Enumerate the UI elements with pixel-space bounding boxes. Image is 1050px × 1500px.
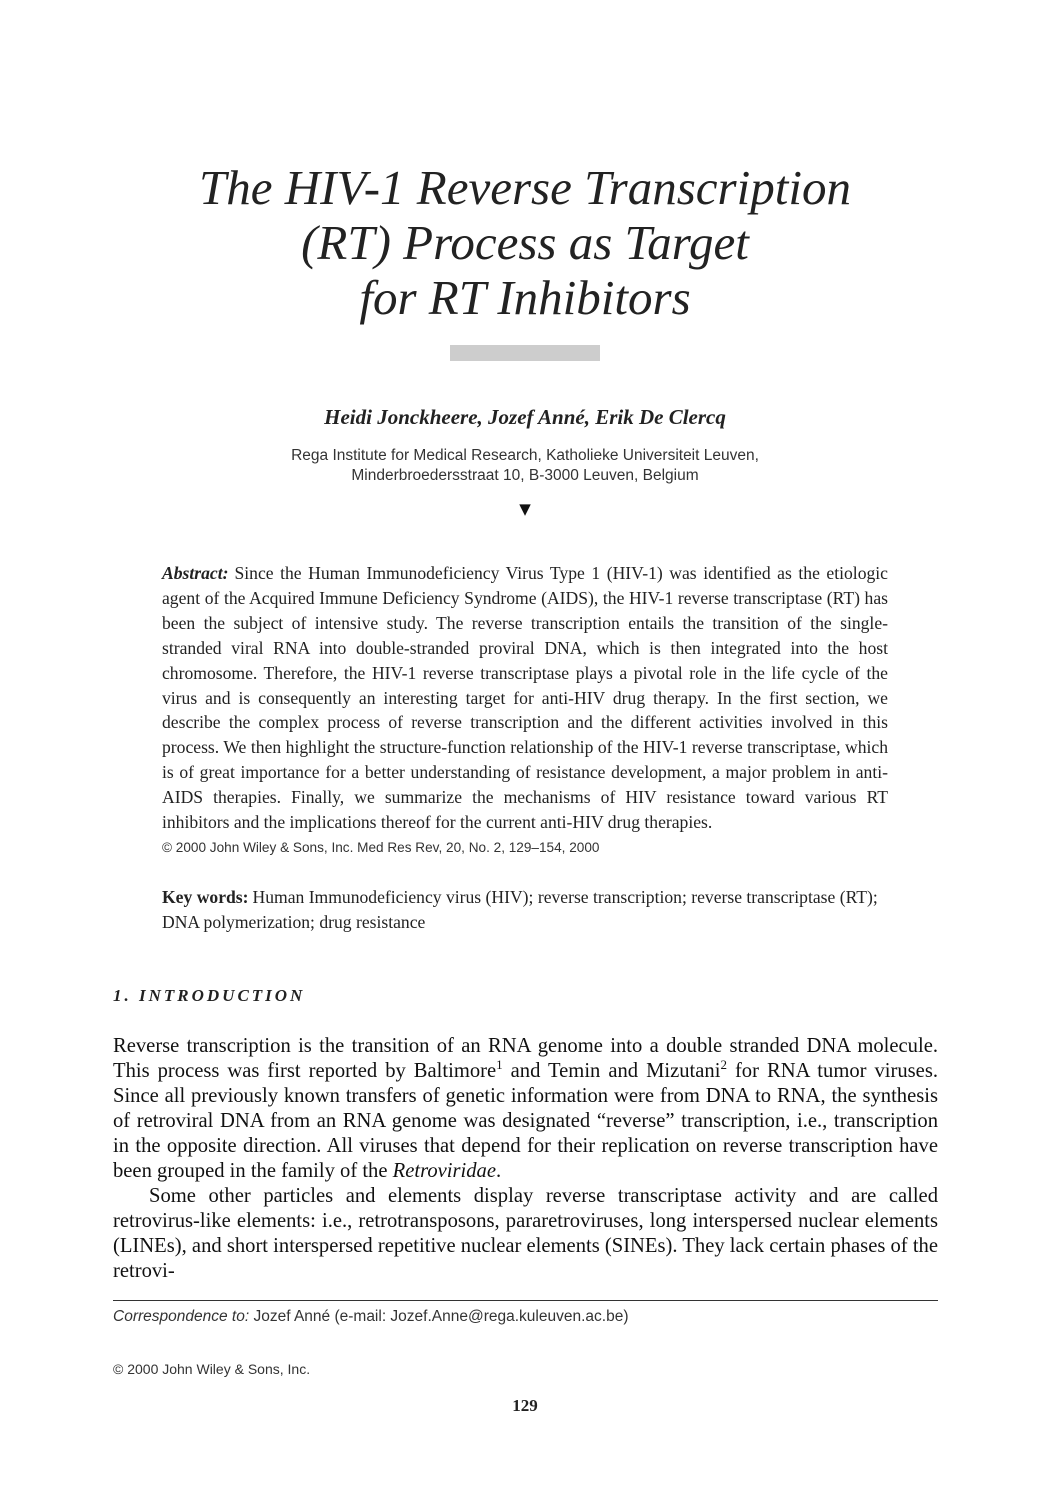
correspondence-footnote	[113, 1307, 628, 1327]
abstract	[162, 561, 888, 835]
affiliation	[100, 446, 950, 486]
page-number: 129	[512, 1396, 538, 1415]
title-line-2: (RT) Process as Target	[301, 215, 749, 270]
affiliation-line-1: Rega Institute for Medical Research, Katholieke Universiteit Leuven,	[291, 447, 759, 464]
footer-copyright: © 2000 John Wiley & Sons, Inc.	[113, 1361, 311, 1377]
correspondence-text: Jozef Anné (e-mail: Jozef.Anne@rega.kuleuven.ac.be)	[253, 1308, 629, 1325]
paragraph-1-text-a: Reverse transcription is the transition of an RNA genome into a double stranded DNA molecule. This process was first reported by Baltimore	[113, 1035, 938, 1082]
abstract-text: Since the Human Immunodeficiency Virus Type 1 (HIV-1) was identified as the etiologic agent of the Acquired Immune Deficiency Syndrome (AIDS), the HIV-1 reverse transcriptase (RT) has been the subject of intensive study. The reverse transcription entails the transition of the single-stranded viral RNA into double-stranded proviral DNA, which is then integrated into the host chromosome. Therefore, the HIV-1 reverse transcriptase plays a pivotal role in the life cycle of the virus and is consequently an interesting target for anti-HIV drug therapy. In the first section, we describe the complex process of reverse transcription and the different activities involved in this process. We then highlight the structure-function relationship of the HIV-1 reverse transcriptase, which is of great importance for a better understanding of resistance development, a major problem in anti-AIDS therapies. Finally, we summarize the mechanisms of HIV resistance toward various RT inhibitors and the implications thereof for the current anti-HIV drug therapies.	[162, 563, 888, 833]
down-triangle-icon: ▼	[519, 500, 531, 518]
keywords	[162, 885, 888, 935]
body-paragraph-1	[113, 1034, 938, 1183]
article-title	[100, 160, 950, 325]
keywords-label: Key words:	[162, 887, 249, 907]
paragraph-1-text-c: for RNA tumor viruses. Since all previously known transfers of genetic information were from DNA to RNA, the synthesis of retroviral DNA from an RNA genome was designated “reverse” transcription, i.e., transcription in the opposite direction. All viruses that depend for their replication on reverse transcription have been grouped in the family of the	[113, 1059, 938, 1182]
footnote-divider	[113, 1300, 938, 1301]
reference-1: 1	[496, 1057, 503, 1073]
keywords-text: Human Immunodeficiency virus (HIV); reverse transcription; reverse transcriptase (RT); DNA polymerization; drug resistance	[162, 887, 878, 932]
section-heading-introduction: 1. INTRODUCTION	[113, 986, 306, 1005]
correspondence-label: Correspondence to:	[113, 1308, 250, 1325]
paragraph-1-end: .	[495, 1159, 502, 1182]
title-line-3: for RT Inhibitors	[359, 270, 691, 325]
paragraph-1-text-b: and Temin and Mizutani	[502, 1059, 721, 1082]
body-paragraph-2: Some other particles and elements display reverse transcriptase activity and are called retrovirus-like elements: i.e., retrotransposons, pararetroviruses, long interspersed nuclear elements (LINEs), and short interspersed repetitive nuclear elements (SINEs). They lack certain phases of the retrovi-	[113, 1185, 938, 1282]
reference-2: 2	[720, 1057, 727, 1073]
abstract-citation: © 2000 John Wiley & Sons, Inc. Med Res Rev, 20, No. 2, 129–154, 2000	[162, 840, 600, 855]
affiliation-line-2: Minderbroedersstraat 10, B-3000 Leuven, Belgium	[351, 467, 699, 484]
author-list: Heidi Jonckheere, Jozef Anné, Erik De Clercq	[324, 405, 726, 429]
title-line-1: The HIV-1 Reverse Transcription	[199, 160, 851, 215]
title-divider-bar	[450, 345, 600, 361]
abstract-label: Abstract:	[162, 563, 229, 583]
retroviridae-term: Retroviridae	[392, 1159, 496, 1182]
